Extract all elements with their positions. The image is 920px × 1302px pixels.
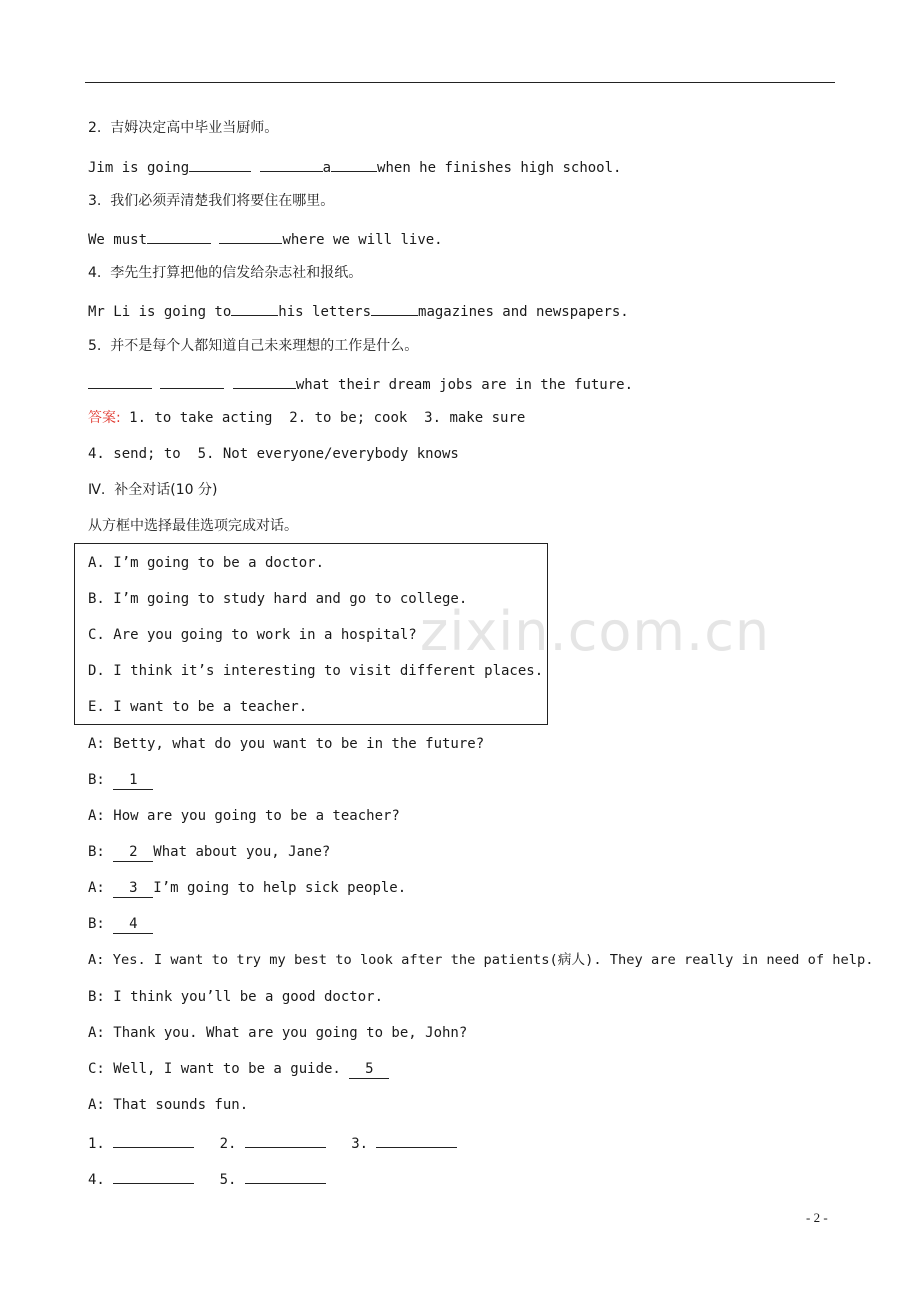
q5-chinese: 5. 并不是每个人都知道自己未来理想的工作是什么。 — [88, 338, 419, 354]
section-instruction: 从方框中选择最佳选项完成对话。 — [88, 518, 298, 534]
blank-number: 5. — [219, 1172, 237, 1188]
q3-chinese: 3. 我们必须弄清楚我们将要住在哪里。 — [88, 193, 335, 209]
blank-number: 3. — [351, 1136, 369, 1152]
section-title: Ⅳ. 补全对话(10 分) — [88, 482, 218, 498]
blank — [331, 156, 377, 172]
dialogue-text: I’m going to help sick people. — [153, 880, 407, 896]
answer-blanks-row-1 — [88, 1132, 457, 1153]
blank — [371, 300, 418, 316]
blank-number: 2. — [219, 1136, 237, 1152]
answer-slot-5: 5 — [349, 1060, 389, 1079]
blank — [147, 228, 211, 244]
option-a: A. I’m going to be a doctor. — [88, 555, 325, 571]
q3-english — [88, 228, 443, 249]
q4-text-b: his letters — [278, 304, 372, 320]
speaker: B: — [88, 916, 114, 932]
dialogue-line: A: Thank you. What are you going to be, John? — [88, 1025, 468, 1041]
q4-chinese: 4. 李先生打算把他的信发给杂志社和报纸。 — [88, 265, 363, 281]
blank — [231, 300, 278, 316]
q5-text-a: what their dream jobs are in the future. — [295, 377, 634, 393]
answer-slot-1: 1 — [113, 771, 153, 790]
blank — [160, 373, 224, 389]
blank — [113, 1168, 194, 1184]
dialogue-line — [88, 915, 153, 934]
blank — [376, 1132, 457, 1148]
option-d: D. I think it’s interesting to visit different places. — [88, 663, 544, 679]
dialogue-line: A: Betty, what do you want to be in the future? — [88, 736, 485, 752]
blank — [260, 156, 323, 172]
dialogue-line — [88, 1060, 389, 1079]
q2-english — [88, 156, 621, 177]
answer-label: 答案: — [88, 410, 121, 426]
dialogue-line — [88, 771, 153, 790]
header-rule — [85, 82, 835, 83]
blank — [113, 1132, 194, 1148]
blank — [233, 373, 296, 389]
blank — [245, 1168, 326, 1184]
answer-blanks-row-2 — [88, 1168, 326, 1189]
blank-number: 4. — [88, 1172, 105, 1188]
q4-text-a: Mr Li is going to — [88, 304, 232, 320]
q4-text-c: magazines and newspapers. — [418, 304, 629, 320]
q3-text-a: We must — [88, 232, 148, 248]
dialogue-text: What about you, Jane? — [153, 844, 331, 860]
answer-slot-2: 2 — [113, 843, 153, 862]
answer-slot-3: 3 — [113, 879, 153, 898]
speaker: B: — [88, 844, 114, 860]
dialogue-line — [88, 843, 330, 862]
dialogue-line: A: That sounds fun. — [88, 1097, 249, 1113]
q2-chinese: 2. 吉姆决定高中毕业当厨师。 — [88, 120, 279, 136]
q3-text-b: where we will live. — [282, 232, 443, 248]
answer-text-1: 1. to take acting 2. to be; cook 3. make sure — [120, 410, 526, 426]
option-e: E. I want to be a teacher. — [88, 699, 308, 715]
speaker: B: — [88, 772, 114, 788]
dialogue-line: A: How are you going to be a teacher? — [88, 808, 400, 824]
q5-english — [88, 373, 633, 394]
blank — [219, 228, 282, 244]
answer-line-2: 4. send; to 5. Not everyone/everybody knows — [88, 446, 459, 462]
q4-english — [88, 300, 629, 321]
speaker: A: — [88, 880, 114, 896]
blank — [88, 373, 152, 389]
answer-slot-4: 4 — [113, 915, 153, 934]
blank — [245, 1132, 326, 1148]
q2-text-b: a — [322, 160, 332, 176]
blank — [189, 156, 251, 172]
page-number: - 2 - — [806, 1210, 828, 1225]
blank-number: 1. — [88, 1136, 105, 1152]
dialogue-line — [88, 879, 406, 898]
dialogue-line: A: Yes. I want to try my best to look after the patients(病人). They are really in need of help. — [88, 952, 874, 968]
watermark: zixin.com.cn — [420, 600, 771, 663]
dialogue-text: C: Well, I want to be a guide. — [88, 1061, 350, 1077]
q2-text-c: when he finishes high school. — [377, 160, 622, 176]
q2-text-a: Jim is going — [88, 160, 190, 176]
option-b: B. I’m going to study hard and go to college. — [88, 591, 468, 607]
dialogue-line: B: I think you’ll be a good doctor. — [88, 989, 384, 1005]
option-c: C. Are you going to work in a hospital? — [88, 627, 417, 643]
answer-line-1 — [88, 409, 525, 427]
